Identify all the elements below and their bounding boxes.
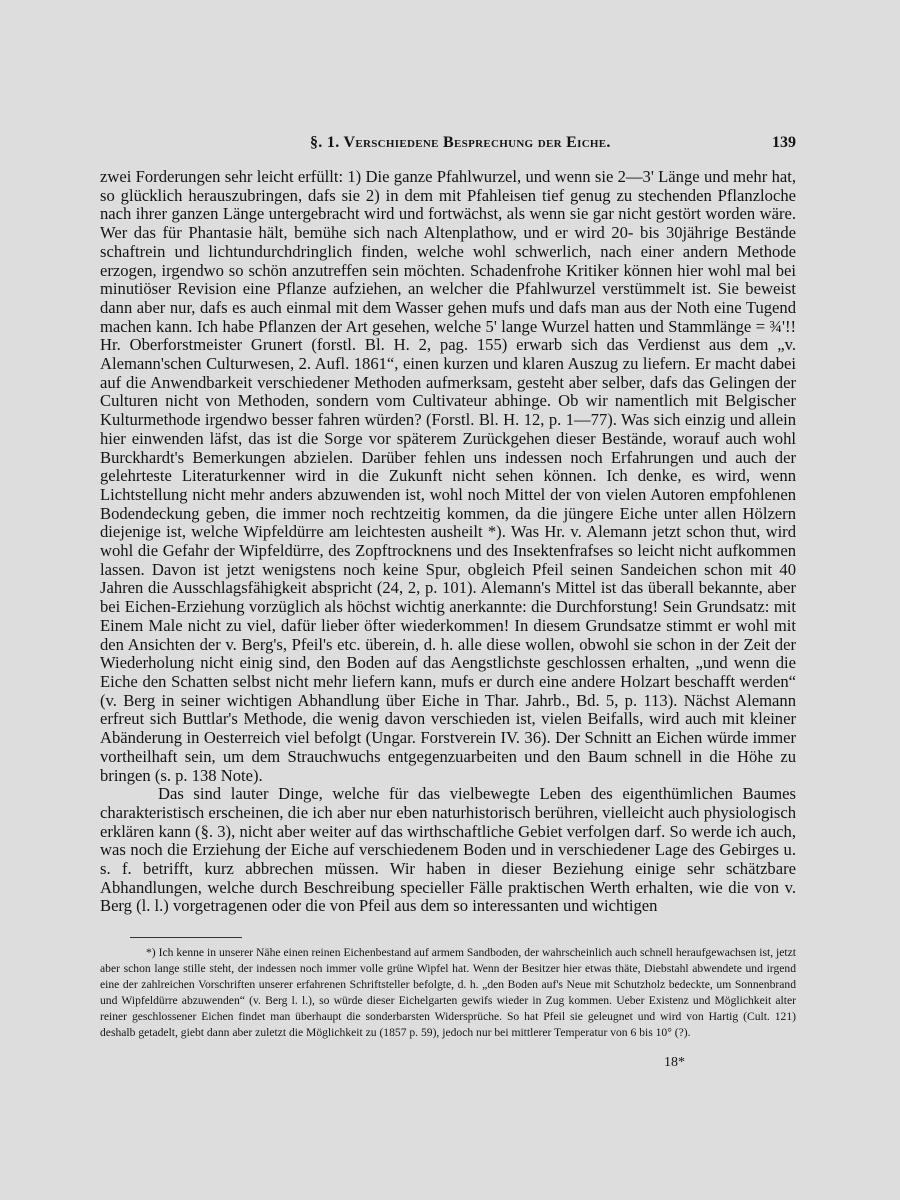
paragraph: Das sind lauter Dinge, welche für das vielbewegte Leben des eigenthümlichen Baumes charakteristisch erscheinen, die ich aber nur eben naturhistorisch berühren, vielleicht auch physiologisch erklären kann (§. 3), nicht aber weiter auf das wirthschaftliche Gebiet verfolgen darf. So werde ich auch, was noch die Erziehung der Eiche auf verschiedenem Boden und in verschiedener Lage des Gebirges u. s. f. betrifft, kurz abbrechen müssen. Wir haben in dieser Beziehung einige sehr schätzbare Abhandlungen, welche durch Beschreibung specieller Fälle praktischen Werth erhalten, wie die von v. Berg (l. l.) vorgetragenen oder die von Pfeil aus dem so interessanten und wichtigen — [100, 784, 796, 916]
footnote-divider — [130, 937, 242, 938]
running-header — [100, 134, 796, 158]
main-text — [100, 168, 796, 916]
footnote — [100, 945, 796, 1041]
page-number: 139 — [772, 134, 796, 151]
footnote-text: *) Ich kenne in unserer Nähe einen reinen Eichenbestand auf armem Sandboden, der wahrscheinlich auch schnell heraufgewachsen ist, jetzt aber schon lange stille steht, der indessen noch immer volle grüne Wipfel hat. Wenn der Besitzer hier etwas thäte, Diebstahl abwendete und irgend eine der zahlreichen Vorschriften unserer erfahrenen Schriftsteller befolgte, d. h. „den Boden auf's Neue mit Schutzholz bedeckte, um Sonnenbrand und Wipfeldürre abzuwenden“ (v. Berg l. l.), so würde dieser Eichelgarten gewifs wieder in Zug kommen. Ueber Existenz und Möglichkeit alter reiner geschlossener Eichen findet man überhaupt die sonderbarsten Widersprüche. So hat Pfeil sie geleugnet und wird von Hartig (Cult. 121) deshalb getadelt, giebt dann aber zuletzt die Möglichkeit zu (1857 p. 59), jedoch nur bei mittlerer Temperatur von 6 bis 10° (?). — [100, 946, 796, 1039]
signature-mark: 18* — [664, 1055, 685, 1070]
paragraph: zwei Forderungen sehr leicht erfüllt: 1) Die ganze Pfahlwurzel, und wenn sie 2—3' Länge und mehr hat, so glücklich herauszubringen, dafs sie 2) in dem mit Pfahleisen tief genug zu stechenden Pflanzloche nach ihrer ganzen Länge untergebracht wird und fortwächst, als wenn sie gar nicht gestört worden wäre. Wer das für Phantasie hält, bemühe sich nach Altenplathow, und er wird 20- bis 30jährige Bestände schaftrein und lichtundurchdringlich finden, welche wohl schwerlich, nach einer andern Methode erzogen, irgendwo so schön anzutreffen sein möchten. Schadenfrohe Kritiker können hier wohl mal bei minutiöser Revision eine Pflanze aufziehen, an welcher die Pfahlwurzel verstümmelt ist. Sie beweist dann aber nur, dafs es auch einmal mit dem Wasser gehen mufs und dafs man aus der Noth eine Tugend machen kann. Ich habe Pflanzen der Art gesehen, welche 5' lange Wurzel hatten und Stammlänge = ¾'!! Hr. Oberforstmeister Grunert (forstl. Bl. H. 2, pag. 155) erwarb sich das Verdienst aus dem „v. Alemann'schen Culturwesen, 2. Aufl. 1861“, einen kurzen und klaren Auszug zu liefern. Er macht dabei auf die Anwendbarkeit verschiedener Methoden aufmerksam, gesteht aber selber, dafs das Gelingen der Culturen nicht von Methoden, sondern vom Cultivateur abhinge. Ob wir namentlich mit Belgischer Kulturmethode irgendwo besser fahren würden? (Forstl. Bl. H. 12, p. 1—77). Was sich einzig und allein hier einwenden läfst, das ist die Sorge vor späterem Zurückgehen dieser Bestände, worauf auch wohl Burckhardt's Bemerkungen abzielen. Darüber fehlen uns indessen noch Erfahrungen und auch der gelehrteste Literaturkenner wird in die Zukunft nicht sehen können. Ich denke, es wird, wenn Lichtstellung nicht mehr anders abzuwenden ist, wohl noch Mittel der von vielen Autoren empfohlenen Bodendeckung geben, die immer noch rechtzeitig kommen, da die jüngere Eiche unter allen Hölzern diejenige ist, welche Wipfeldürre am leichtesten ausheilt *). Was Hr. v. Alemann jetzt schon thut, wird wohl die Gefahr der Wipfeldürre, des Zopftrocknens und des Insektenfrafses so leicht nicht aufkommen lassen. Davon ist jetzt wenigstens noch keine Spur, obgleich Pfeil seinen Sandeichen schon mit 40 Jahren die Ausschlagsfähigkeit abspricht (24, 2, p. 101). Alemann's Mittel ist das überall bekannte, aber bei Eichen-Erziehung vorzüglich als höchst wichtig anerkannte: die Durchforstung! Sein Grundsatz: mit Einem Male nicht zu viel, dafür lieber öfter wiederkommen! In diesem Grundsatze stimmt er wohl mit den Ansichten der v. Berg's, Pfeil's etc. überein, d. h. alle diese wollen, obwohl sie schon in der Zeit der Wiederholung nicht einig sind, den Boden auf das Aengstlichste geschlossen erhalten, „und wenn die Eiche den Schatten selbst nicht mehr liefern kann, mufs er durch eine andere Holzart beschafft werden“ (v. Berg in seiner wichtigen Abhandlung über Eiche in Thar. Jahrb., Bd. 5, p. 113). Nächst Alemann erfreut sich Buttlar's Methode, die wenig davon verschieden ist, vielen Beifalls, wird auch mit kleiner Abänderung in Oesterreich viel befolgt (Ungar. Forstverein IV. 36). Der Schnitt an Eichen würde immer vortheilhaft sein, um dem Strauchwuchs entgegenzuarbeiten und den Baum schnell in die Höhe zu bringen (s. p. 138 Note). — [100, 167, 796, 785]
section-title: §. 1. Verschiedene Besprechung der Eiche. — [310, 134, 611, 151]
